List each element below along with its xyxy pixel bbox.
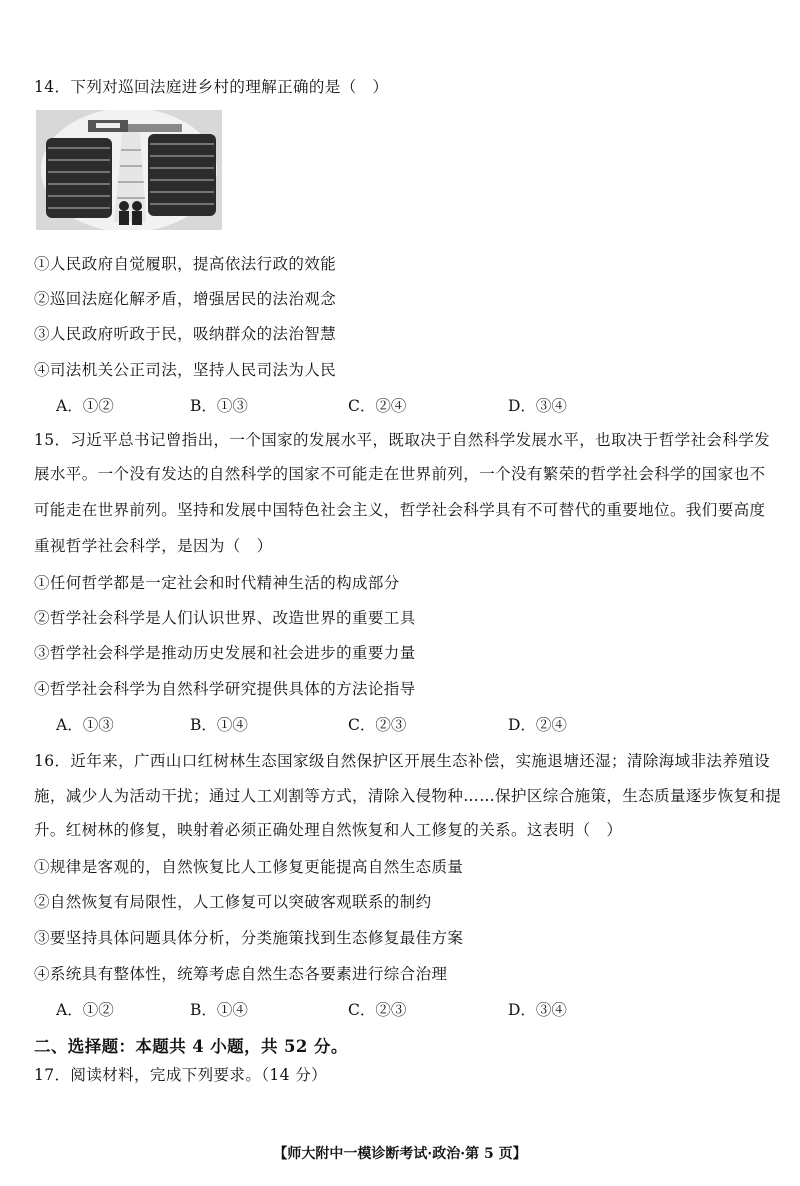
q15-option-d[interactable]: D．②④ (508, 716, 567, 734)
q16-option-c[interactable]: C．②③ (348, 1001, 407, 1019)
q15-statement-1: ①任何哲学都是一定社会和时代精神生活的构成部分 (34, 574, 400, 592)
q15-statement-2: ②哲学社会科学是人们认识世界、改造世界的重要工具 (34, 609, 416, 627)
q16-option-b[interactable]: B．①④ (190, 1001, 248, 1019)
q15-stem-line-1: 15．习近平总书记曾指出，一个国家的发展水平，既取决于自然科学发展水平，也取决于哲学社会科学发 (34, 431, 771, 449)
q17-stem: 17．阅读材料，完成下列要求。（14 分） (34, 1066, 328, 1084)
section-2-heading: 二、选择题：本题共 4 小题，共 52 分。 (34, 1037, 348, 1056)
q16-statement-4: ④系统具有整体性，统筹考虑自然生态各要素进行综合治理 (34, 965, 448, 983)
q15-option-b[interactable]: B．①④ (190, 716, 248, 734)
q14-statement-2: ②巡回法庭化解矛盾，增强居民的法治观念 (34, 290, 337, 308)
q14-statement-4: ④司法机关公正司法，坚持人民司法为人民 (34, 361, 337, 379)
q14-option-d[interactable]: D．③④ (508, 397, 567, 415)
q15-option-c[interactable]: C．②③ (348, 716, 407, 734)
q16-statement-2: ②自然恢复有局限性，人工修复可以突破客观联系的制约 (34, 893, 432, 911)
q14-option-c[interactable]: C．②④ (348, 397, 407, 415)
q16-option-d[interactable]: D．③④ (508, 1001, 567, 1019)
q14-statement-1: ①人民政府自觉履职，提高依法行政的效能 (34, 255, 337, 273)
q15-statement-4: ④哲学社会科学为自然科学研究提供具体的方法论指导 (34, 680, 416, 698)
q15-stem-line-3: 可能走在世界前列。坚持和发展中国特色社会主义，哲学社会科学具有不可替代的重要地位。我们要高度 (34, 501, 766, 519)
q14-statement-3: ③人民政府听政于民，吸纳群众的法治智慧 (34, 325, 337, 343)
q14-stem: 14．下列对巡回法庭进乡村的理解正确的是（ ） (34, 78, 389, 96)
q15-option-a[interactable]: A．①③ (56, 716, 114, 734)
q15-stem-line-4: 重视哲学社会科学，是因为（ ） (34, 537, 273, 555)
page-footer: 【师大附中一模诊断考试·政治·第 5 页】 (273, 1146, 527, 1162)
courtroom-illustration (36, 110, 222, 230)
q16-stem-line-2: 施，减少人为活动干扰；通过人工刈割等方式，清除入侵物种……保护区综合施策，生态质量逐步恢复和提 (34, 787, 782, 805)
q14-option-b[interactable]: B．①③ (190, 397, 248, 415)
q16-stem-line-3: 升。红树林的修复，映射着必须正确处理自然恢复和人工修复的关系。这表明（ ） (34, 821, 623, 839)
q16-option-a[interactable]: A．①② (56, 1001, 114, 1019)
q14-option-a[interactable]: A．①② (56, 397, 114, 415)
q15-stem-line-2: 展水平。一个没有发达的自然科学的国家不可能走在世界前列，一个没有繁荣的哲学社会科学的国家也不 (34, 465, 766, 483)
q16-statement-3: ③要坚持具体问题具体分析，分类施策找到生态修复最佳方案 (34, 929, 464, 947)
q16-statement-1: ①规律是客观的，自然恢复比人工修复更能提高自然生态质量 (34, 858, 464, 876)
q16-stem-line-1: 16．近年来，广西山口红树林生态国家级自然保护区开展生态补偿，实施退塘还湿；清除海域非法养殖设 (34, 752, 771, 770)
q15-statement-3: ③哲学社会科学是推动历史发展和社会进步的重要力量 (34, 644, 416, 662)
